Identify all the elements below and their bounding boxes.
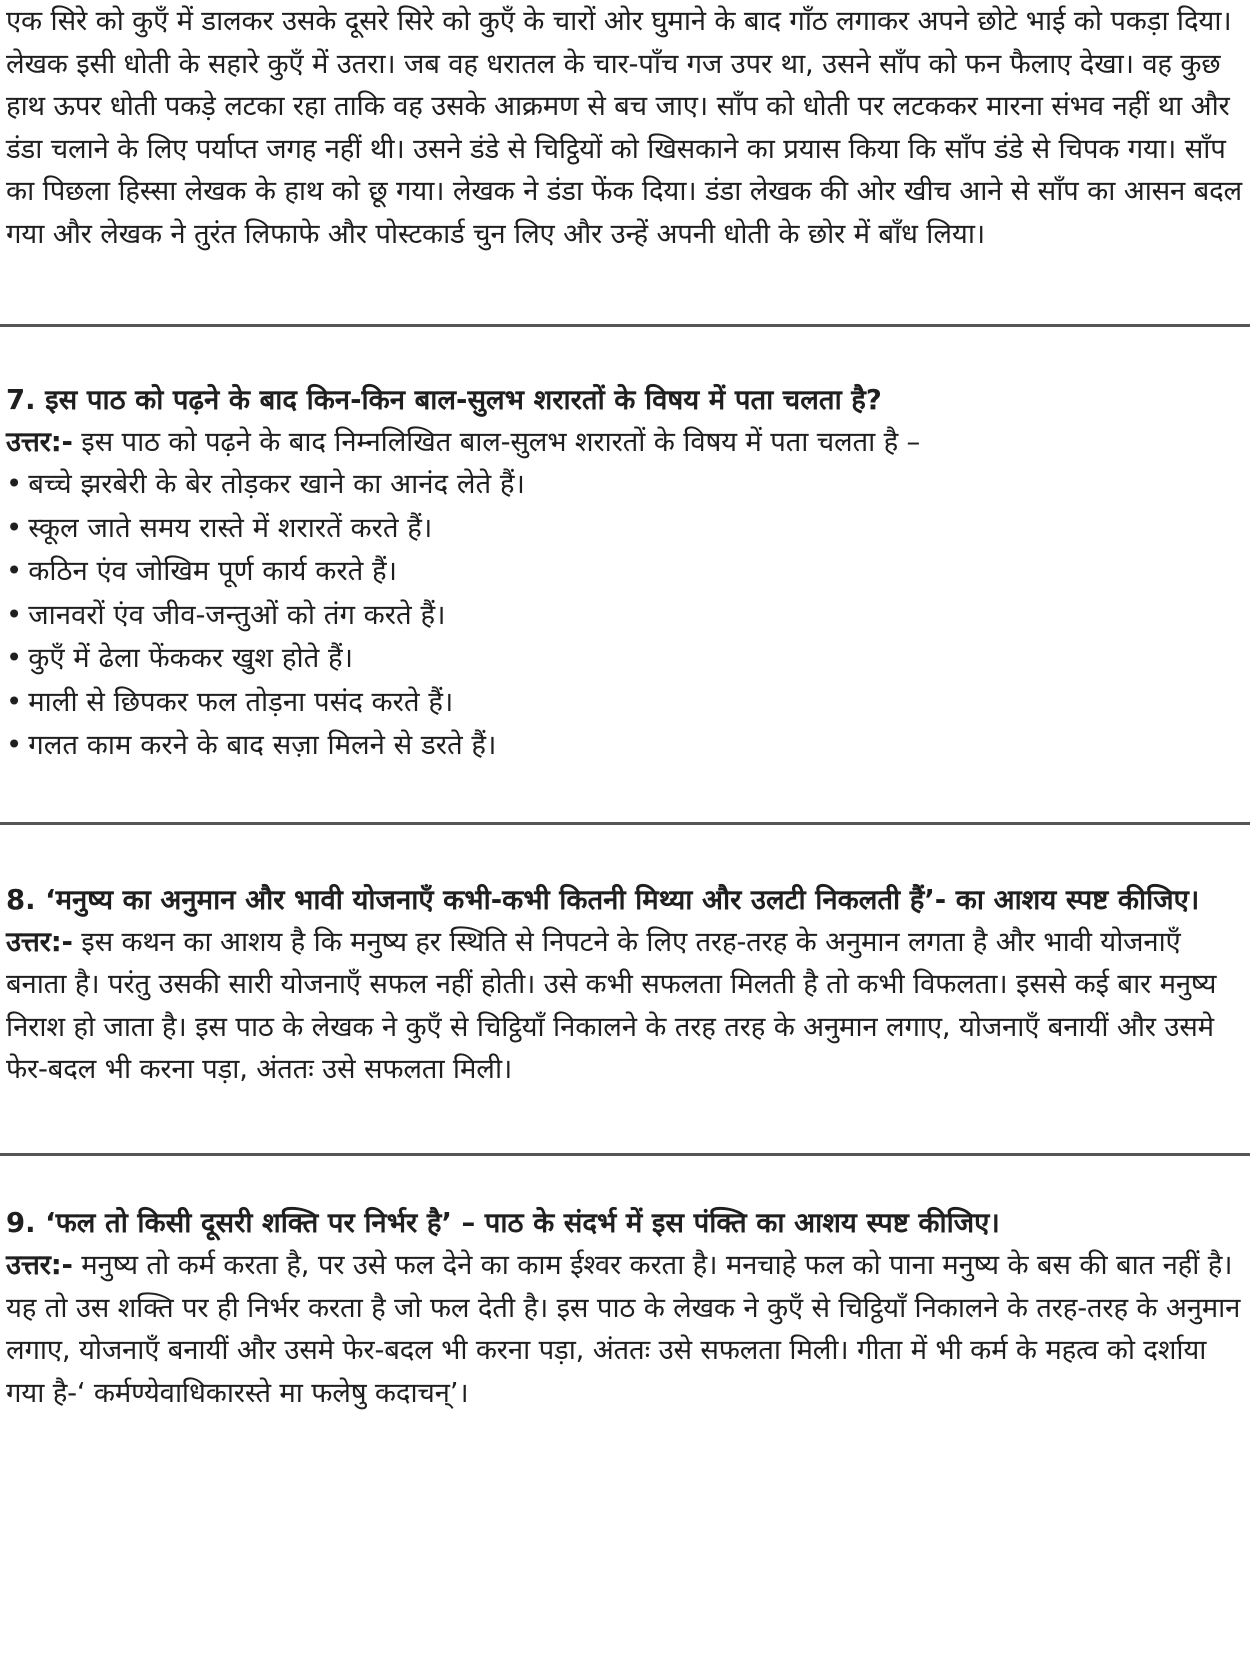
answer-intro-text: इस पाठ को पढ़ने के बाद निम्नलिखित बाल-सुलभ शरारतों के विषय में पता चलता है – (72, 425, 921, 458)
question-8-section (6, 879, 1249, 1091)
list-item: • बच्चे झरबेरी के बेर तोड़कर खाने का आनंद लेते हैं। (6, 463, 1249, 507)
answer-label: उत्तर:- (6, 425, 73, 458)
list-item: • कुएँ में ढेला फेंककर खुश होते हैं। (6, 637, 1249, 681)
question-7-section (6, 379, 1249, 768)
question-9-section (6, 1202, 1249, 1414)
answer-text: इस कथन का आशय है कि मनुष्य हर स्थिति से निपटने के लिए तरह-तरह के अनुमान लगता है और भावी योजनाएँ बनाता है। परंतु उसकी सारी योजनाएँ सफल नहीं होती। उसे कभी सफलता मिलती है तो कभी विफलता। इससे कई बार मनुष्य निराश हो जाता है। इस पाठ के लेखक ने कुएँ से चिट्ठियाँ निकालने के तरह तरह के अनुमान लगाए, योजनाएँ बनायीं और उसमे फेर-बदल भी करना पड़ा, अंततः उसे सफलता मिली। (6, 925, 1217, 1086)
list-item: • स्कूल जाते समय रास्ते में शरारतें करते हैं। (6, 507, 1249, 551)
question-8-heading: 8. ‘मनुष्य का अनुमान और भावी योजनाएँ कभी-कभी कितनी मिथ्या और उलटी निकलती हैं’- का आशय स्पष्ट कीजिए। (6, 883, 1200, 916)
shenanigans-list (6, 463, 1249, 768)
list-item: • माली से छिपकर फल तोड़ना पसंद करते हैं। (6, 681, 1249, 725)
question-7-answer-intro (6, 421, 1249, 464)
list-item: • गलत काम करने के बाद सज़ा मिलने से डरते हैं। (6, 724, 1249, 768)
question-8-answer (6, 921, 1249, 1091)
answer-label: उत्तर:- (6, 1249, 73, 1282)
list-item: • जानवरों एंव जीव-जन्तुओं को तंग करते हैं। (6, 594, 1249, 638)
answer-label: उत्तर:- (6, 925, 73, 958)
question-7-heading: 7. इस पाठ को पढ़ने के बाद किन-किन बाल-सुलभ शरारतों के विषय में पता चलता है? (6, 383, 882, 416)
intro-paragraph: एक सिरे को कुएँ में डालकर उसके दूसरे सिरे को कुएँ के चारों ओर घुमाने के बाद गाँठ लगाकर अपने छोटे भाई को पकड़ा दिया। लेखक इसी धोती के सहारे कुएँ में उतरा। जब वह धरातल के चार-पाँच गज उपर था, उसने साँप को फन फैलाए देखा। वह कुछ हाथ ऊपर धोती पकड़े लटका रहा ताकि वह उसके आक्रमण से बच जाए। साँप को धोती पर लटककर मारना संभव नहीं था और डंडा चलाने के लिए पर्याप्त जगह नहीं थी। उसने डंडे से चिट्ठियों को खिसकाने का प्रयास किया कि साँप डंडे से चिपक गया। साँप का पिछला हिस्सा लेखक के हाथ को छू गया। लेखक ने डंडा फेंक दिया। डंडा लेखक की ओर खीच आने से साँप का आसन बदल गया और लेखक ने तुरंत लिफाफे और पोस्टकार्ड चुन लिए और उन्हें अपनी धोती के छोर में बाँध लिया। (6, 5, 1242, 250)
list-item: • कठिन एंव जोखिम पूर्ण कार्य करते हैं। (6, 550, 1249, 594)
question-9-heading: 9. ‘फल तो किसी दूसरी शक्ति पर निर्भर है’ – पाठ के संदर्भ में इस पंक्ति का आशय स्पष्ट कीजिए। (6, 1207, 1000, 1240)
question-9-answer (6, 1244, 1249, 1414)
answer-text: मनुष्य तो कर्म करता है, पर उसे फल देने का काम ईश्वर करता है। मनचाहे फल को पाना मनुष्य के बस की बात नहीं है। यह तो उस शक्ति पर ही निर्भर करता है जो फल देती है। इस पाठ के लेखक ने कुएँ से चिट्ठियाँ निकालने के तरह-तरह के अनुमान लगाए, योजनाएँ बनायीं और उसमे फेर-बदल भी करना पड़ा, अंततः उसे सफलता मिली। गीता में भी कर्म के महत्व को दर्शाया गया है-‘ कर्मण्येवाधिकारस्ते मा फलेषु कदाचन्’। (6, 1249, 1241, 1409)
